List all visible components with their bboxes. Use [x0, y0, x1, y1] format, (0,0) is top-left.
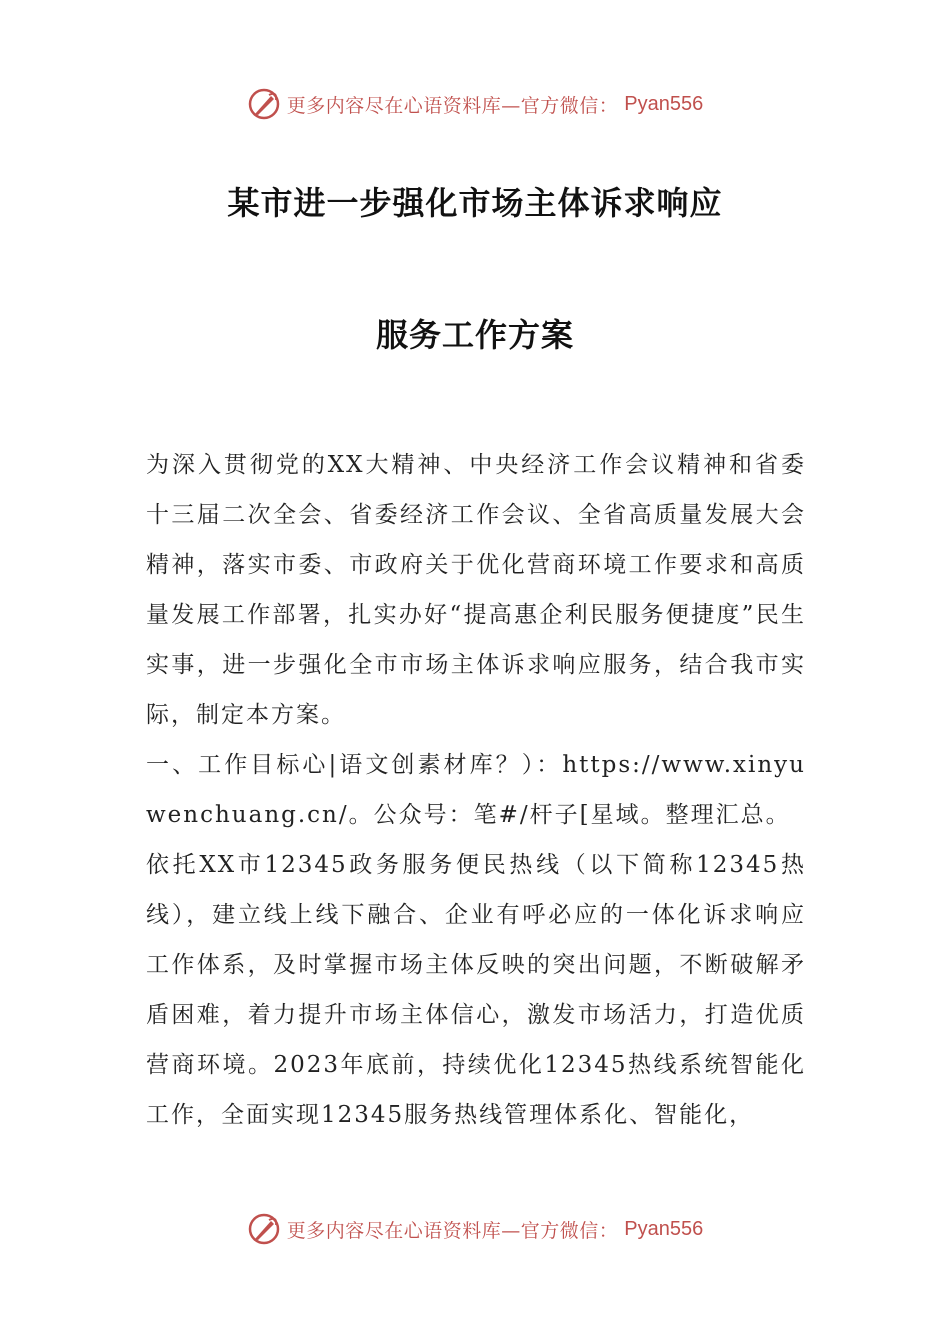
quill-logo-icon	[247, 1212, 281, 1246]
document-title-line-1: 某市进一步强化市场主体诉求响应	[227, 184, 723, 222]
document-title-line-2: 服务工作方案	[375, 316, 574, 354]
paragraph-section-heading: 一、工作目标心|语文创素材库？）：https://www.xinyuwenchuang.cn/。公众号：笔#/杆子[星域。整理汇总。	[146, 752, 806, 828]
watermark-wechat-id: Pyan556	[624, 1217, 704, 1240]
header-watermark	[0, 82, 950, 126]
watermark-wechat-id: Pyan556	[624, 92, 704, 115]
watermark-text: 更多内容尽在心语资料库—官方微信：	[286, 94, 619, 117]
document-body	[146, 440, 806, 1140]
paragraph-intro: 为深入贯彻党的XX大精神、中央经济工作会议精神和省委十三届二次全会、省委经济工作会议、全省高质量发展大会精神，落实市委、市政府关于优化营商环境工作要求和高质量发展工作部署，扎实办好“提高惠企利民服务便捷度”民生实事，进一步强化全市市场主体诉求响应服务，结合我市实际，制定本方案。	[146, 452, 806, 728]
paragraph-goals: 依托XX市12345政务服务便民热线（以下简称12345热线），建立线上线下融合、企业有呼必应的一体化诉求响应工作体系，及时掌握市场主体反映的突出问题，不断破解矛盾困难，着力提升市场主体信心，激发市场活力，打造优质营商环境。2023年底前，持续优化12345热线系统智能化工作，全面实现12345服务热线管理体系化、智能化，	[146, 852, 806, 1128]
footer-watermark	[0, 1207, 950, 1251]
watermark-text: 更多内容尽在心语资料库—官方微信：	[286, 1219, 619, 1242]
quill-logo-icon	[247, 87, 281, 121]
